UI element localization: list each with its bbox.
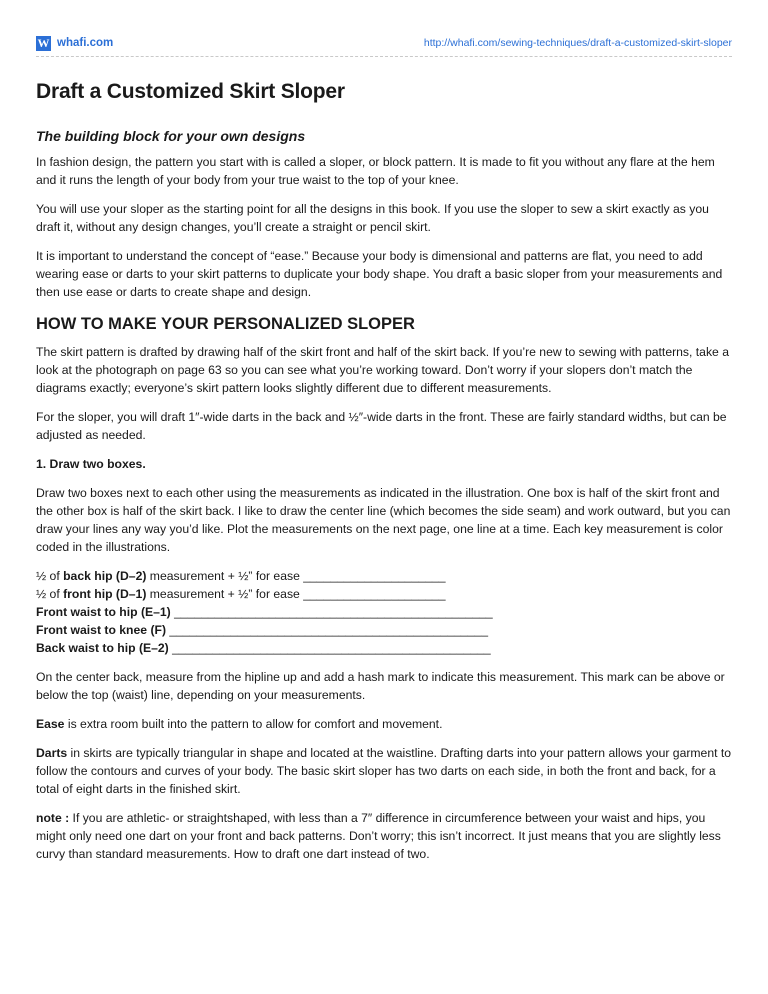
intro-paragraph: You will use your sloper as the starting point for all the designs in this book. If you use the sloper to sew a skirt exactly as you draft it, without any design changes, you’ll create a straight or pencil skirt. bbox=[36, 202, 709, 234]
measurement-line: Front waist to knee (F) _______________________________________________ bbox=[36, 623, 488, 637]
section-paragraph: For the sloper, you will draft 1″-wide darts in the back and ½″-wide darts in the front. These are fairly standard widths, but can be adjusted as needed. bbox=[36, 410, 727, 442]
section-heading: HOW TO MAKE YOUR PERSONALIZED SLOPER bbox=[36, 315, 415, 333]
whafi-logo-icon: W bbox=[37, 35, 50, 50]
article-subtitle: The building block for your own designs bbox=[36, 128, 306, 144]
article-title: Draft a Customized Skirt Sloper bbox=[36, 80, 345, 103]
fill-in-blank: _______________________________________________ bbox=[174, 605, 493, 619]
note-paragraph: note : If you are athletic- or straightshaped, with less than a 7″ difference in circumference between your waist and hips, you might only need one dart on your front and back patterns. Don’t worry; this isn’t incorrect. It just means that you are slightly less curvy than standard measurements. How to draft one dart instead of two. bbox=[36, 811, 721, 861]
ease-definition: Ease is extra room built into the pattern to allow for comfort and movement. bbox=[36, 717, 443, 731]
header-divider bbox=[36, 56, 732, 57]
measurement-line: ½ of back hip (D–2) measurement + ½” for ease _____________________ bbox=[36, 569, 446, 583]
fill-in-blank: _______________________________________________ bbox=[169, 623, 488, 637]
measurement-line: Front waist to hip (E–1) _______________________________________________ bbox=[36, 605, 493, 619]
fill-in-blank: _____________________ bbox=[303, 587, 446, 601]
center-back-paragraph: On the center back, measure from the hipline up and add a hash mark to indicate this measurement. This mark can be above or below the top (waist) line, depending on your measurements. bbox=[36, 670, 725, 702]
darts-definition: Darts in skirts are typically triangular in shape and located at the waistline. Drafting darts into your pattern allows your garment to follow the contours and curves of your body. The basic skirt sloper has two darts on each side, in both the front and back, for a total of eight darts in the finished skirt. bbox=[36, 746, 732, 796]
step-paragraph: Draw two boxes next to each other using the measurements as indicated in the illustration. One box is half of the skirt front and the other box is half of the skirt back. I like to draw the center line (which becomes the side seam) and work outward, but you can draw your lines any way you’d like. Plot the measurements on the next page, one line at a time. Each key measurement is color coded in the illustrations. bbox=[36, 486, 731, 554]
page-header bbox=[36, 34, 732, 52]
article-body bbox=[36, 80, 732, 874]
measurement-list bbox=[36, 567, 732, 657]
fill-in-blank: _______________________________________________ bbox=[172, 641, 491, 655]
intro-paragraph: In fashion design, the pattern you start with is called a sloper, or block pattern. It is made to fit you without any flare at the hem and it runs the length of your body from your true waist to the top of your knee. bbox=[36, 155, 715, 187]
brand bbox=[36, 36, 113, 51]
article-url-link[interactable]: http://whafi.com/sewing-techniques/draft-a-customized-skirt-sloper bbox=[423, 37, 732, 49]
measurement-line: ½ of front hip (D–1) measurement + ½” for ease _____________________ bbox=[36, 587, 446, 601]
site-link[interactable]: whafi.com bbox=[57, 37, 114, 49]
measurement-line: Back waist to hip (E–2) _______________________________________________ bbox=[36, 641, 491, 655]
darts-term: Darts bbox=[36, 746, 68, 760]
fill-in-blank: _____________________ bbox=[303, 569, 446, 583]
step-title: 1. Draw two boxes. bbox=[36, 457, 146, 471]
ease-term: Ease bbox=[36, 717, 65, 731]
intro-paragraph: It is important to understand the concept of “ease.” Because your body is dimensional and patterns are flat, you need to add wearing ease or darts to your skirt patterns to duplicate your body shape. You draft a basic sloper from your measurements and then use ease or darts to create shape and design. bbox=[36, 249, 723, 299]
section-paragraph: The skirt pattern is drafted by drawing half of the skirt front and half of the skirt back. If you’re new to sewing with patterns, take a look at the photograph on page 63 so you can see what you’re working toward. Don’t worry if your slopers don’t match the diagrams exactly; everyone’s skirt pattern looks slightly different due to different measurements. bbox=[36, 345, 729, 395]
note-label: note : bbox=[36, 811, 70, 825]
